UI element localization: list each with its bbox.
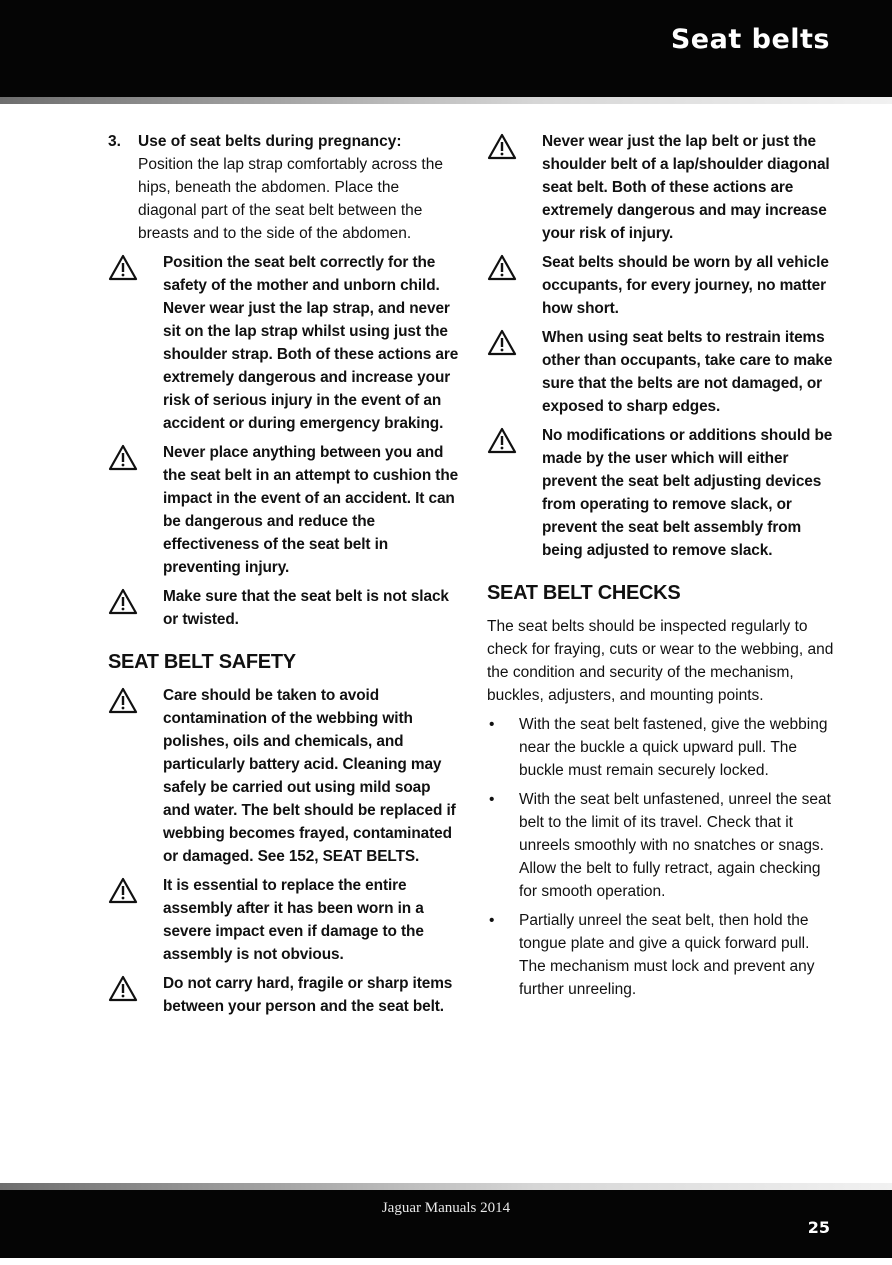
warning-block bbox=[108, 585, 460, 631]
header-divider bbox=[0, 97, 892, 104]
item-heading: Use of seat belts during pregnancy: bbox=[138, 133, 402, 150]
warning-text: Seat belts should be worn by all vehicle occupants, for every journey, no matter how short. bbox=[542, 254, 829, 317]
bullet-icon: • bbox=[489, 716, 495, 733]
warning-triangle-icon bbox=[108, 972, 163, 1018]
right-column bbox=[487, 130, 837, 1007]
warning-text: Position the seat belt correctly for the safety of the mother and unborn child. Never wear just the lap strap, and never sit on the lap strap whilst using just the shoulder strap. Both of these actions are extremely dangerous and increase your risk of serious injury in the event of an accident or during emergency braking. bbox=[163, 254, 459, 432]
bullet-icon: • bbox=[489, 791, 495, 808]
warning-block bbox=[108, 684, 460, 868]
warning-triangle-icon bbox=[487, 424, 542, 562]
page-title: Seat belts bbox=[670, 24, 830, 55]
bullet-icon: • bbox=[489, 912, 495, 929]
warning-text: When using seat belts to restrain items other than occupants, take care to make sure that the belts are not damaged, or exposed to sharp edges. bbox=[542, 329, 833, 415]
warning-triangle-icon bbox=[108, 684, 163, 868]
list-item-text: With the seat belt unfastened, unreel the seat belt to the limit of its travel. Check that it unreels smoothly with no snatches or snags. Allow the belt to fully retract, again checking for smooth operation. bbox=[519, 791, 831, 900]
warning-block bbox=[108, 972, 460, 1018]
section-title-seat-belt-checks: SEAT BELT CHECKS bbox=[487, 582, 681, 604]
page-header bbox=[0, 0, 892, 97]
warning-block bbox=[108, 441, 460, 579]
list-item bbox=[487, 713, 837, 782]
numbered-item-3 bbox=[108, 130, 460, 245]
warning-triangle-icon bbox=[108, 585, 163, 631]
warning-text: Care should be taken to avoid contamination of the webbing with polishes, oils and chemicals, and particularly battery acid. Cleaning may safely be carried out using mild soap and water. The belt should be replaced if webbing becomes frayed, contaminated or damaged. See 152, SEAT BELTS. bbox=[163, 687, 456, 865]
footer-brand: Jaguar Manuals 2014 bbox=[381, 1200, 511, 1216]
left-column bbox=[108, 130, 460, 1024]
list-item-text: With the seat belt fastened, give the webbing near the buckle a quick upward pull. The buckle must remain securely locked. bbox=[519, 716, 828, 779]
warning-block bbox=[487, 326, 837, 418]
list-item bbox=[487, 788, 837, 903]
warning-triangle-icon bbox=[108, 251, 163, 435]
warning-triangle-icon bbox=[108, 874, 163, 966]
warning-block bbox=[108, 874, 460, 966]
warning-block bbox=[108, 251, 460, 435]
warning-triangle-icon bbox=[487, 130, 542, 245]
checks-intro: The seat belts should be inspected regularly to check for fraying, cuts or wear to the webbing, and the condition and security of the mechanism, buckles, adjusters, and mounting points. bbox=[487, 618, 834, 704]
section-title-seat-belt-safety: SEAT BELT SAFETY bbox=[108, 651, 296, 673]
warning-triangle-icon bbox=[487, 251, 542, 320]
warning-triangle-icon bbox=[108, 441, 163, 579]
warning-triangle-icon bbox=[487, 326, 542, 418]
warning-text: No modifications or additions should be made by the user which will either prevent the seat belt adjusting devices from operating to remove slack, or prevent the seat belt assembly from being adjusted to remove slack. bbox=[542, 427, 833, 559]
item-number: 3. bbox=[108, 133, 121, 150]
warning-text: Never place anything between you and the seat belt in an attempt to cushion the impact in the event of an accident. It can be dangerous and reduce the effectiveness of the seat belt in preventing injury. bbox=[163, 444, 459, 576]
list-item-text: Partially unreel the seat belt, then hold the tongue plate and give a quick forward pull. The mechanism must lock and prevent any further unreeling. bbox=[519, 912, 815, 998]
list-item bbox=[487, 909, 837, 1001]
warning-block bbox=[487, 130, 837, 245]
warning-text: Never wear just the lap belt or just the shoulder belt of a lap/shoulder diagonal seat belt. Both of these actions are extremely dangerous and may increase your risk of injury. bbox=[542, 133, 830, 242]
warning-block bbox=[487, 251, 837, 320]
item-text: Position the lap strap comfortably across the hips, beneath the abdomen. Place the diagonal part of the seat belt between the breasts and to the side of the abdomen. bbox=[138, 156, 443, 242]
footer-divider bbox=[0, 1183, 892, 1190]
warning-text: It is essential to replace the entire assembly after it has been worn in a severe impact even if damage to the assembly is not obvious. bbox=[163, 877, 424, 963]
warning-text: Do not carry hard, fragile or sharp items between your person and the seat belt. bbox=[163, 975, 453, 1015]
page-number: 25 bbox=[807, 1218, 830, 1237]
page-footer bbox=[0, 1190, 892, 1258]
warning-block bbox=[487, 424, 837, 562]
warning-text: Make sure that the seat belt is not slack or twisted. bbox=[163, 588, 449, 628]
